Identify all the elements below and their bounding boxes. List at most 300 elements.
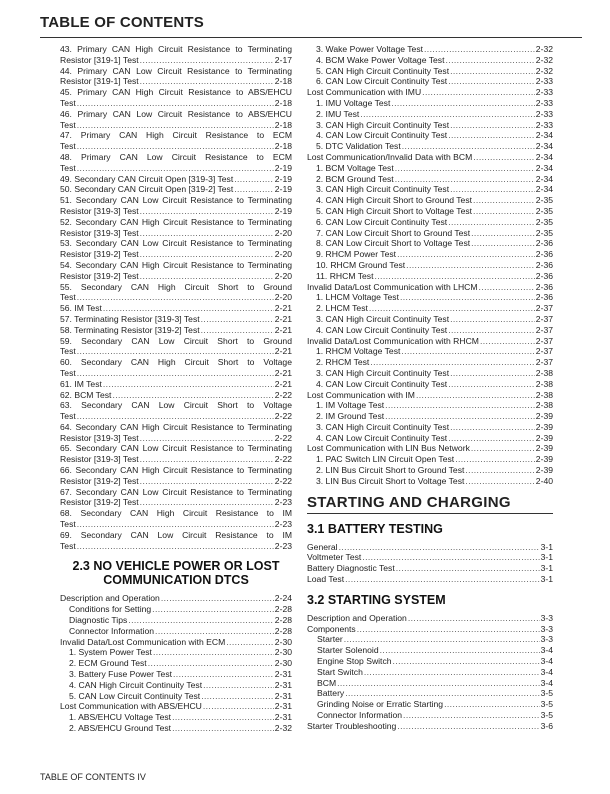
toc-page-number: 2-21 [274,303,292,314]
toc-entry[interactable] [307,688,553,699]
dot-leader [369,303,535,314]
toc-entry[interactable] [60,723,292,734]
toc-entry[interactable] [307,656,553,667]
toc-list-section-2-3 [60,593,292,733]
toc-entry[interactable] [307,465,553,476]
dot-leader [203,701,274,712]
toc-entry[interactable] [307,174,553,185]
toc-entry-title: 2. ECM Ground Test [69,658,147,669]
toc-entry-title: 3. CAN High Circuit Continuity Test [316,313,450,324]
toc-entry[interactable] [307,120,553,131]
toc-entry[interactable] [60,508,292,530]
toc-entry-title: 6. CAN Low Circuit Continuity Test [316,76,448,87]
toc-entry[interactable] [60,647,292,658]
toc-page-number: 2-31 [274,690,292,701]
toc-entry-title: Test [60,346,76,357]
section-heading-3-1: 3.1 BATTERY TESTING [307,521,443,536]
toc-entry-title: 4. CAN Low Circuit Continuity Test [316,324,448,335]
toc-page-number: 2-28 [274,625,292,636]
toc-left-column [60,44,292,734]
toc-page-number: 2-32 [535,65,553,76]
dot-leader [473,206,535,217]
toc-list-section-3-1 [307,542,553,585]
toc-page-number: 2-35 [535,227,553,238]
toc-entry[interactable] [307,44,553,55]
toc-entry[interactable] [60,152,292,174]
toc-page-number: 3-1 [540,541,553,552]
toc-right-column [307,44,553,732]
dot-leader [128,615,274,626]
toc-entry-title: 3. CAN High Circuit Continuity Test [316,421,450,432]
toc-entry[interactable] [60,325,292,336]
dot-leader [479,282,535,293]
toc-entry-title: Lost Communication with LIN Bus Network [307,443,470,454]
dot-leader [397,721,539,732]
toc-entry[interactable] [307,336,553,347]
dot-leader [201,314,274,325]
dot-leader [448,130,535,141]
toc-entry[interactable] [307,422,553,433]
toc-page-number: 2-24 [274,593,292,604]
dot-leader [465,476,534,487]
toc-entry-title-line: 53. Secondary CAN Low Circuit Resistance to Terminating [60,238,292,249]
dot-leader [401,346,534,357]
toc-page-number: 2-23 [274,540,292,551]
toc-entry[interactable] [307,678,553,689]
toc-entry-title: Components [307,623,356,634]
toc-page-number: 2-39 [535,421,553,432]
toc-entry-title: 57. Terminating Resistor [319-3] Test [60,313,200,324]
toc-page-number: 2-40 [535,475,553,486]
toc-entry[interactable] [307,238,553,249]
toc-entry-title-line: 46. Primary CAN Low Circuit Resistance to ABS/EHCU [60,108,292,119]
toc-page-number: 2-21 [274,313,292,324]
toc-entry-title: 6. CAN Low Circuit Continuity Test [316,216,448,227]
toc-entry-title-line: 69. Secondary CAN Low Circuit Resistance to IM [60,529,292,540]
toc-entry-title: Lost Communication with IM [307,389,415,400]
toc-entry[interactable] [60,217,292,239]
toc-page-number: 2-33 [535,97,553,108]
toc-entry-title-line: 45. Primary CAN High Circuit Resistance to ABS/EHCU [60,87,292,98]
toc-entry[interactable] [307,206,553,217]
dot-leader [140,454,274,465]
toc-entry[interactable] [60,658,292,669]
toc-entry-title: Starter Solenoid [317,645,379,656]
toc-entry[interactable] [307,346,553,357]
toc-entry[interactable] [307,357,553,368]
toc-entry-title: Lost Communication with ABS/EHCU [60,701,202,712]
dot-leader [446,55,535,66]
toc-entry-title-line: 63. Secondary CAN Low Circuit Short to Voltage [60,400,292,411]
toc-entry[interactable] [60,691,292,702]
toc-entry-title-line: 51. Secondary CAN Low Circuit Resistance to Terminating [60,195,292,206]
toc-entry-title: 2. IMU Test [316,108,360,119]
toc-page-number: 2-38 [535,400,553,411]
toc-entry-title: Resistor [319-3] Test [60,205,139,216]
dot-leader [357,624,540,635]
toc-entry-title: Invalid Data/Lost Communication with RHCM [307,335,479,346]
toc-page-number: 3-4 [540,666,553,677]
dot-leader [140,497,274,508]
dot-leader [455,454,535,465]
toc-entry[interactable] [307,260,553,271]
toc-entry-title: Test [60,519,76,530]
toc-entry-title: General [307,541,338,552]
toc-page-number: 2-19 [274,173,292,184]
toc-page-number: 2-18 [274,119,292,130]
toc-entry-title: 61. IM Test [60,378,102,389]
toc-entry-title: 5. DTC Validation Test [316,141,401,152]
toc-entry-title-line: 64. Secondary CAN High Circuit Resistance to Terminating [60,421,292,432]
toc-entry[interactable] [60,195,292,217]
toc-entry[interactable] [60,422,292,444]
toc-entry[interactable] [307,368,553,379]
dot-leader [77,163,274,174]
toc-entry[interactable] [307,141,553,152]
toc-entry[interactable] [307,109,553,120]
toc-page-number: 2-31 [274,712,292,723]
toc-entry-title: Invalid Data/Lost Communication with ECM [60,636,226,647]
toc-entry-title: 1. ABS/EHCU Voltage Test [69,712,172,723]
toc-entry-title: 1. PAC Switch LIN Circuit Open Test [316,454,455,465]
toc-page-number: 2-34 [535,130,553,141]
toc-entry[interactable] [307,282,553,293]
toc-page-number: 3-3 [540,634,553,645]
dot-leader [153,647,274,658]
toc-page-number: 2-20 [274,249,292,260]
toc-entry[interactable] [307,624,553,635]
toc-entry-title: Test [60,292,76,303]
dot-leader [161,593,274,604]
dot-leader [400,292,535,303]
toc-entry[interactable] [60,314,292,325]
toc-entry[interactable] [60,530,292,552]
toc-page-number: 2-39 [535,465,553,476]
toc-list-continued [60,44,292,551]
dot-leader [450,184,535,195]
toc-entry-title: 4. CAN High Circuit Short to Ground Test [316,195,473,206]
toc-entry[interactable] [307,645,553,656]
dot-leader [77,292,274,303]
toc-entry-title-line: 52. Secondary CAN High Circuit Resistance to Terminating [60,216,292,227]
toc-entry-title-line: 68. Secondary CAN High Circuit Resistance to IM [60,508,292,519]
toc-entry[interactable] [307,443,553,454]
toc-entry[interactable] [307,98,553,109]
toc-entry-title: Start Switch [317,666,363,677]
toc-entry[interactable] [60,593,292,604]
toc-entry[interactable] [307,476,553,487]
toc-entry-title: Resistor [319-1] Test [60,54,139,65]
toc-entry[interactable] [307,667,553,678]
toc-page-number: 2-18 [274,141,292,152]
toc-entry-title: 2. BCM Ground Test [316,173,394,184]
dot-leader [337,678,539,689]
dot-leader [374,271,534,282]
toc-entry-title: Test [60,411,76,422]
toc-entry[interactable] [307,76,553,87]
dot-leader [112,390,273,401]
toc-entry[interactable] [60,379,292,390]
toc-entry[interactable] [60,443,292,465]
toc-page-number: 2-21 [274,367,292,378]
toc-entry[interactable] [60,626,292,637]
toc-entry[interactable] [307,163,553,174]
toc-entry[interactable] [60,238,292,260]
dot-leader [450,314,535,325]
toc-entry-title: Test [60,162,76,173]
toc-page-number: 2-33 [535,87,553,98]
dot-leader [448,76,535,87]
toc-page-number: 2-35 [535,205,553,216]
dot-leader [77,120,274,131]
toc-entry[interactable] [60,66,292,88]
toc-entry[interactable] [307,454,553,465]
dot-leader [155,626,274,637]
dot-leader [140,249,274,260]
toc-page-number: 3-4 [540,677,553,688]
toc-entry[interactable] [60,336,292,358]
toc-page-number: 2-38 [535,378,553,389]
dot-leader [77,98,274,109]
toc-entry-title: 3. Wake Power Voltage Test [316,44,424,54]
toc-page-number: 3-1 [540,552,553,563]
toc-entry[interactable] [60,400,292,422]
dot-leader [140,55,274,66]
toc-entry[interactable] [60,87,292,109]
dot-leader [345,574,539,585]
dot-leader [152,604,274,615]
toc-entry-title: 2. ABS/EHCU Ground Test [69,723,172,734]
toc-page-number: 2-34 [535,162,553,173]
toc-entry-title: Battery Diagnostic Test [307,563,395,574]
dot-leader [103,379,274,390]
toc-entry[interactable] [307,433,553,444]
dot-leader [201,325,274,336]
toc-entry-title: 8. CAN Low Circuit Short to Voltage Test [316,238,471,249]
toc-entry[interactable] [307,542,553,553]
toc-entry[interactable] [307,411,553,422]
toc-entry-title: 50. Secondary CAN Circuit Open [319-2] Test [60,184,234,195]
toc-entry-title: 1. IM Voltage Test [316,400,385,411]
toc-entry[interactable] [307,152,553,163]
dot-leader [471,238,535,249]
toc-entry-title: 49. Secondary CAN Circuit Open [319-3] Test [60,173,234,184]
toc-entry[interactable] [60,260,292,282]
toc-page-number: 2-32 [535,54,553,65]
toc-entry-title: 1. System Power Test [69,647,152,658]
toc-entry[interactable] [307,721,553,732]
toc-entry[interactable] [307,271,553,282]
toc-entry[interactable] [60,303,292,314]
dot-leader [344,634,540,645]
dot-leader [103,303,274,314]
toc-entry[interactable] [307,634,553,645]
toc-entry[interactable] [307,66,553,77]
toc-entry-title: 9. RHCM Power Test [316,249,397,260]
toc-entry-title: Test [60,119,76,130]
toc-page-number: 2-36 [535,259,553,270]
toc-entry[interactable] [307,195,553,206]
toc-entry[interactable] [307,574,553,585]
toc-entry[interactable] [307,87,553,98]
toc-page-number: 2-34 [535,141,553,152]
toc-entry[interactable] [60,701,292,712]
dot-leader [450,66,535,77]
toc-entry-title: 4. CAN Low Circuit Continuity Test [316,432,448,443]
toc-entry-title-line: 48. Primary CAN Low Circuit Resistance to ECM [60,151,292,162]
dot-leader [444,699,539,710]
dot-leader [345,688,539,699]
toc-entry[interactable] [60,487,292,509]
dot-leader [77,346,274,357]
toc-page-number: 3-1 [540,563,553,574]
toc-entry-title: 5. CAN High Circuit Short to Voltage Test [316,205,473,216]
toc-entry[interactable] [60,109,292,131]
toc-entry[interactable] [307,699,553,710]
toc-entry[interactable] [307,228,553,239]
dot-leader [416,390,535,401]
dot-leader [140,206,274,217]
toc-page-number: 2-36 [535,292,553,303]
toc-entry-title: Lost Communication with IMU [307,87,422,98]
toc-entry[interactable] [307,379,553,390]
toc-page-number: 3-4 [540,645,553,656]
toc-entry[interactable] [307,249,553,260]
dot-leader [362,552,539,563]
toc-page-number: 2-33 [535,108,553,119]
toc-page-number: 2-36 [535,281,553,292]
toc-entry[interactable] [307,563,553,574]
toc-entry-title: Resistor [319-2] Test [60,497,139,508]
toc-entry[interactable] [60,604,292,615]
toc-entry[interactable] [307,613,553,624]
dot-leader [450,368,535,379]
toc-page-number: 2-38 [535,367,553,378]
toc-entry[interactable] [60,44,292,66]
toc-page-number: 2-35 [535,195,553,206]
toc-page-number: 2-37 [535,324,553,335]
toc-page-number: 2-21 [274,324,292,335]
toc-entry[interactable] [307,130,553,141]
dot-leader [77,411,274,422]
toc-entry[interactable] [307,710,553,721]
toc-entry-title: 4. BCM Wake Power Voltage Test [316,54,445,65]
toc-entry-title: 58. Terminating Resistor [319-2] Test [60,324,200,335]
dot-leader [77,519,274,530]
toc-page-number: 2-39 [535,432,553,443]
toc-entry-title: Test [60,97,76,108]
toc-entry[interactable] [60,357,292,379]
toc-entry[interactable] [60,130,292,152]
toc-entry-title: 10. RHCM Ground Test [316,259,406,270]
toc-page-number: 2-36 [535,249,553,260]
toc-entry[interactable] [307,55,553,66]
toc-entry[interactable] [60,465,292,487]
toc-entry-title: 3. CAN High Circuit Continuity Test [316,119,450,130]
dot-leader [201,691,274,702]
toc-entry[interactable] [60,680,292,691]
toc-entry-title: Lost Communication/Invalid Data with BCM [307,151,473,162]
dot-leader [408,613,540,624]
toc-entry[interactable] [307,303,553,314]
toc-page-number: 2-36 [535,238,553,249]
dot-leader [448,379,535,390]
dot-leader [380,645,540,656]
toc-page-number: 3-1 [540,574,553,585]
toc-entry[interactable] [60,174,292,185]
dot-leader [364,667,540,678]
toc-page-number: 2-31 [274,701,292,712]
toc-page-number: 2-18 [274,76,292,87]
dot-leader [172,712,274,723]
toc-entry-title: 2. RHCM Test [316,357,370,368]
toc-entry-title: Resistor [319-2] Test [60,475,139,486]
toc-entry[interactable] [60,637,292,648]
toc-entry-title: Test [60,540,76,551]
toc-page-number: 2-21 [274,346,292,357]
toc-entry-title: 5. CAN Low Circuit Continuity Test [69,690,201,701]
toc-entry[interactable] [307,325,553,336]
toc-entry[interactable] [60,282,292,304]
toc-page-number: 2-39 [535,454,553,465]
dot-leader [391,98,534,109]
toc-entry[interactable] [307,184,553,195]
toc-page-number: 2-18 [274,97,292,108]
toc-entry-title: 56. IM Test [60,303,102,314]
toc-entry-title: Voltmeter Test [307,552,362,563]
toc-page-number: 2-28 [274,604,292,615]
toc-entry-title: Test [60,367,76,378]
toc-entry-title: Starter Troubleshooting [307,720,397,731]
toc-entry-title: Resistor [319-2] Test [60,270,139,281]
toc-page-number: 2-30 [274,658,292,669]
toc-entry-title-line: 43. Primary CAN High Circuit Resistance to Terminating [60,44,292,54]
toc-entry-title: Grinding Noise or Erratic Starting [317,699,444,710]
toc-entry[interactable] [307,217,553,228]
toc-page-number: 3-6 [540,720,553,731]
dot-leader [473,152,535,163]
toc-entry-title: Battery [317,688,345,699]
toc-entry-title: 5. CAN High Circuit Continuity Test [316,65,450,76]
toc-entry[interactable] [307,390,553,401]
toc-page-number: 2-30 [274,647,292,658]
toc-page-number: 2-34 [535,184,553,195]
toc-entry[interactable] [307,292,553,303]
title-divider [40,37,582,38]
toc-entry[interactable] [307,314,553,325]
dot-leader [226,637,274,648]
toc-entry[interactable] [60,184,292,195]
toc-entry[interactable] [60,390,292,401]
dot-leader [473,195,535,206]
dot-leader [471,443,535,454]
toc-entry[interactable] [60,615,292,626]
toc-page-number: 2-22 [274,475,292,486]
toc-entry[interactable] [60,669,292,680]
toc-entry[interactable] [307,400,553,411]
toc-page-number: 2-28 [274,615,292,626]
toc-entry[interactable] [307,552,553,563]
dot-leader [395,163,535,174]
toc-page-number: 3-5 [540,699,553,710]
toc-entry[interactable] [60,712,292,723]
toc-entry-title: 1. IMU Voltage Test [316,97,391,108]
toc-page-number: 3-5 [540,688,553,699]
toc-page-number: 2-33 [535,76,553,87]
toc-entry-title: Test [60,141,76,152]
toc-entry-title-line: 67. Secondary CAN Low Circuit Resistance to Terminating [60,486,292,497]
dot-leader [140,76,274,87]
